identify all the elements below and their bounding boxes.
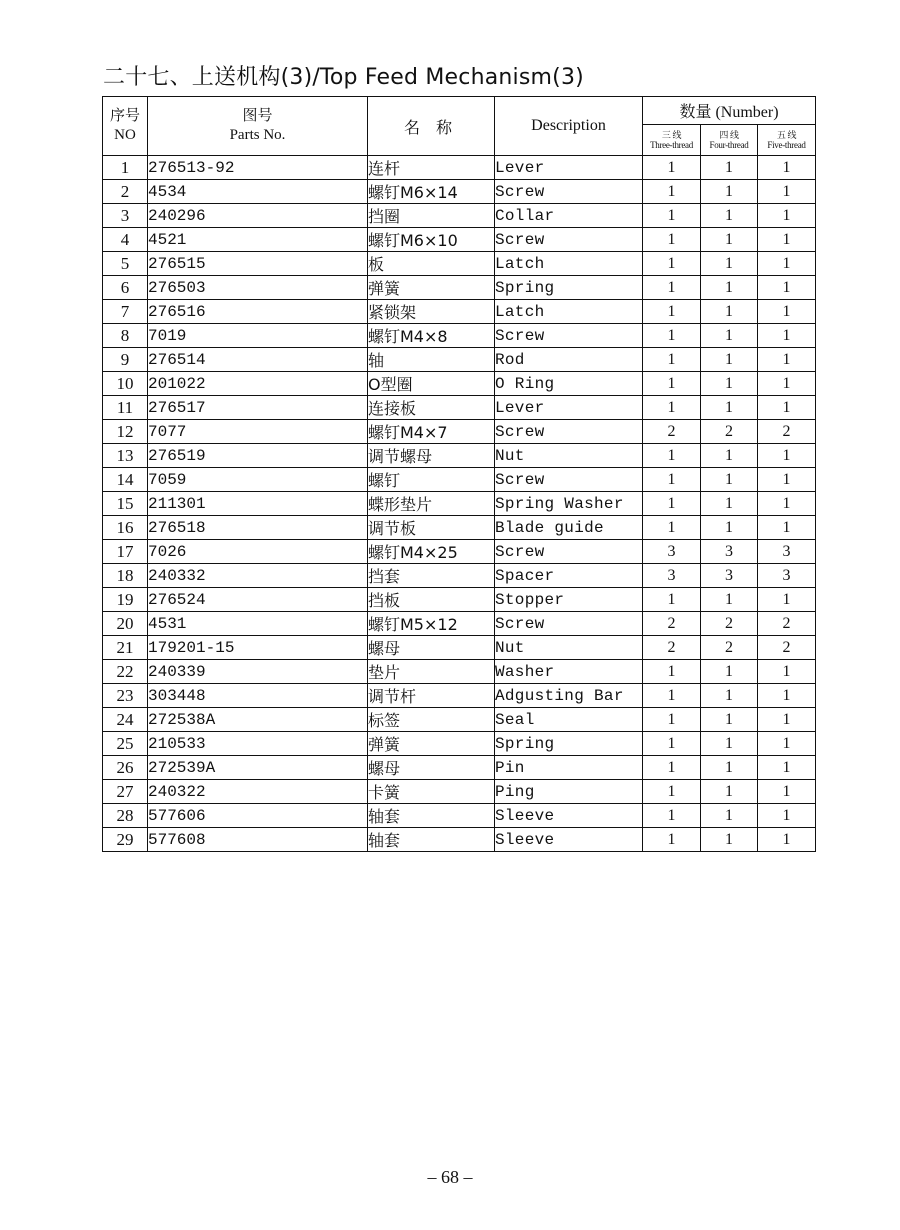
row-part-no: 201022 [148,372,368,396]
row-qty-four-thread: 1 [701,300,758,324]
row-qty-five-thread: 1 [758,684,816,708]
row-qty-three-thread: 1 [643,444,701,468]
row-qty-three-thread: 1 [643,732,701,756]
table-row [103,348,816,372]
row-qty-three-thread: 1 [643,516,701,540]
row-no: 3 [103,204,148,228]
three-thread-cn: 三 线 [661,130,682,140]
row-description: Blade guide [495,516,643,540]
row-qty-three-thread: 2 [643,420,701,444]
row-description: Spacer [495,564,643,588]
row-qty-four-thread: 1 [701,228,758,252]
row-name: 板 [368,252,495,276]
row-description: Sleeve [495,828,643,852]
table-row [103,396,816,420]
row-name: 垫片 [368,660,495,684]
row-qty-four-thread: 1 [701,468,758,492]
row-qty-five-thread: 3 [758,540,816,564]
row-no: 29 [103,828,148,852]
row-qty-four-thread: 2 [701,612,758,636]
row-part-no: 4521 [148,228,368,252]
row-qty-four-thread: 1 [701,324,758,348]
row-qty-four-thread: 1 [701,516,758,540]
row-description: Lever [495,396,643,420]
row-part-no: 276513-92 [148,156,368,180]
header-part-cn: 图号 [242,108,273,124]
row-description: Sleeve [495,804,643,828]
table-row [103,780,816,804]
row-no: 25 [103,732,148,756]
row-part-no: 276524 [148,588,368,612]
row-no: 17 [103,540,148,564]
row-qty-five-thread: 1 [758,444,816,468]
row-description: Screw [495,324,643,348]
row-part-no: 7077 [148,420,368,444]
table-row [103,300,816,324]
row-qty-five-thread: 2 [758,420,816,444]
row-qty-three-thread: 1 [643,348,701,372]
row-no: 13 [103,444,148,468]
row-qty-five-thread: 1 [758,588,816,612]
row-qty-five-thread: 1 [758,756,816,780]
row-no: 10 [103,372,148,396]
row-part-no: 276519 [148,444,368,468]
row-qty-four-thread: 1 [701,372,758,396]
row-qty-four-thread: 1 [701,756,758,780]
row-name: 螺钉M5×12 [368,612,495,636]
row-description: Screw [495,612,643,636]
row-name: 蝶形垫片 [368,492,495,516]
row-qty-three-thread: 1 [643,708,701,732]
row-qty-three-thread: 1 [643,780,701,804]
three-thread-en: Three-thread [650,140,693,150]
row-name: 调节螺母 [368,444,495,468]
row-name: 轴套 [368,804,495,828]
row-description: Lever [495,156,643,180]
row-part-no: 276516 [148,300,368,324]
table-row [103,444,816,468]
row-name: 挡板 [368,588,495,612]
row-part-no: 577606 [148,804,368,828]
table-row [103,516,816,540]
row-description: Latch [495,300,643,324]
five-thread-en: Five-thread [767,140,806,150]
row-name: O型圈 [368,372,495,396]
row-part-no: 276517 [148,396,368,420]
row-no: 9 [103,348,148,372]
row-qty-three-thread: 1 [643,276,701,300]
row-qty-four-thread: 1 [701,588,758,612]
page-title: 二十七、上送机构(3)/Top Feed Mechanism(3) [103,65,584,90]
row-qty-four-thread: 1 [701,156,758,180]
row-qty-three-thread: 1 [643,492,701,516]
table-row [103,684,816,708]
row-qty-three-thread: 1 [643,228,701,252]
row-no: 24 [103,708,148,732]
row-part-no: 577608 [148,828,368,852]
table-row [103,468,816,492]
row-qty-four-thread: 1 [701,204,758,228]
row-part-no: 7019 [148,324,368,348]
row-qty-four-thread: 1 [701,180,758,204]
header-name: 名 称 [368,97,495,156]
row-no: 12 [103,420,148,444]
four-thread-en: Four-thread [709,140,749,150]
row-part-no: 240322 [148,780,368,804]
row-description: Rod [495,348,643,372]
row-name: 螺钉M6×14 [368,180,495,204]
row-name: 螺母 [368,756,495,780]
row-description: Screw [495,468,643,492]
row-name: 标签 [368,708,495,732]
row-description: Spring [495,732,643,756]
row-name: 螺钉 [368,468,495,492]
row-no: 4 [103,228,148,252]
header-part-en: Parts No. [229,127,286,143]
row-description: O Ring [495,372,643,396]
row-qty-five-thread: 3 [758,564,816,588]
row-qty-four-thread: 2 [701,420,758,444]
row-no: 8 [103,324,148,348]
table-row [103,372,816,396]
row-part-no: 276518 [148,516,368,540]
row-qty-five-thread: 1 [758,180,816,204]
row-qty-three-thread: 3 [643,540,701,564]
row-part-no: 276515 [148,252,368,276]
row-name: 调节板 [368,516,495,540]
row-no: 1 [103,156,148,180]
row-qty-four-thread: 1 [701,396,758,420]
table-row [103,804,816,828]
table-row [103,324,816,348]
row-description: Collar [495,204,643,228]
table-row [103,732,816,756]
row-qty-four-thread: 1 [701,708,758,732]
row-qty-five-thread: 1 [758,828,816,852]
row-no: 7 [103,300,148,324]
row-name: 螺钉M4×25 [368,540,495,564]
row-qty-three-thread: 3 [643,564,701,588]
header-no-cn: 序号 [109,108,140,124]
row-part-no: 7026 [148,540,368,564]
row-qty-three-thread: 1 [643,156,701,180]
table-row [103,588,816,612]
row-name: 螺钉M4×7 [368,420,495,444]
row-name: 挡套 [368,564,495,588]
row-qty-four-thread: 1 [701,780,758,804]
row-part-no: 276503 [148,276,368,300]
row-no: 16 [103,516,148,540]
table-body [103,156,816,852]
row-description: Spring [495,276,643,300]
row-qty-five-thread: 2 [758,612,816,636]
table-row [103,276,816,300]
row-part-no: 4531 [148,612,368,636]
row-no: 2 [103,180,148,204]
row-no: 11 [103,396,148,420]
table-row [103,756,816,780]
header-no-en: NO [114,127,136,143]
row-qty-four-thread: 1 [701,252,758,276]
row-qty-three-thread: 1 [643,804,701,828]
row-no: 19 [103,588,148,612]
row-qty-four-thread: 1 [701,804,758,828]
row-name: 挡圈 [368,204,495,228]
row-qty-five-thread: 1 [758,708,816,732]
row-qty-three-thread: 1 [643,324,701,348]
row-part-no: 272539A [148,756,368,780]
row-qty-five-thread: 1 [758,324,816,348]
row-no: 26 [103,756,148,780]
row-description: Screw [495,228,643,252]
row-part-no: 7059 [148,468,368,492]
four-thread-cn: 四 线 [719,130,739,140]
row-qty-four-thread: 3 [701,540,758,564]
row-qty-three-thread: 1 [643,660,701,684]
row-no: 22 [103,660,148,684]
row-description: Spring Washer [495,492,643,516]
header-five-thread [758,125,816,156]
header-parts-no [148,97,368,156]
row-name: 轴套 [368,828,495,852]
row-qty-four-thread: 1 [701,732,758,756]
parts-table [102,96,816,852]
row-qty-five-thread: 1 [758,252,816,276]
row-qty-five-thread: 2 [758,636,816,660]
row-no: 21 [103,636,148,660]
row-qty-five-thread: 1 [758,276,816,300]
row-qty-four-thread: 1 [701,492,758,516]
row-name: 螺母 [368,636,495,660]
row-description: Screw [495,420,643,444]
row-qty-four-thread: 3 [701,564,758,588]
row-qty-five-thread: 1 [758,492,816,516]
row-qty-three-thread: 2 [643,636,701,660]
row-description: Ping [495,780,643,804]
table-row [103,828,816,852]
row-qty-five-thread: 1 [758,228,816,252]
row-description: Seal [495,708,643,732]
row-name: 弹簧 [368,732,495,756]
row-name: 调节杆 [368,684,495,708]
row-name: 轴 [368,348,495,372]
row-qty-five-thread: 1 [758,660,816,684]
table-row [103,252,816,276]
row-description: Nut [495,636,643,660]
row-qty-four-thread: 1 [701,660,758,684]
row-qty-four-thread: 1 [701,348,758,372]
row-no: 6 [103,276,148,300]
table-row [103,420,816,444]
table-row [103,492,816,516]
row-description: Stopper [495,588,643,612]
row-qty-four-thread: 1 [701,828,758,852]
table-header [103,97,816,156]
row-qty-three-thread: 1 [643,300,701,324]
row-qty-four-thread: 1 [701,444,758,468]
row-qty-three-thread: 1 [643,252,701,276]
row-qty-three-thread: 1 [643,828,701,852]
row-part-no: 303448 [148,684,368,708]
row-qty-five-thread: 1 [758,372,816,396]
row-qty-five-thread: 1 [758,468,816,492]
row-part-no: 211301 [148,492,368,516]
row-no: 18 [103,564,148,588]
row-qty-three-thread: 1 [643,372,701,396]
row-part-no: 240296 [148,204,368,228]
row-description: Adgusting Bar [495,684,643,708]
row-no: 20 [103,612,148,636]
row-qty-three-thread: 1 [643,204,701,228]
row-part-no: 240332 [148,564,368,588]
table-row [103,156,816,180]
row-qty-five-thread: 1 [758,156,816,180]
header-four-thread [701,125,758,156]
row-description: Screw [495,540,643,564]
row-qty-five-thread: 1 [758,516,816,540]
row-qty-four-thread: 1 [701,276,758,300]
page-number: – 68 – [427,1167,473,1187]
row-no: 15 [103,492,148,516]
row-name: 连杆 [368,156,495,180]
table-row [103,708,816,732]
row-name: 螺钉M4×8 [368,324,495,348]
row-no: 27 [103,780,148,804]
row-qty-five-thread: 1 [758,780,816,804]
header-number: 数量 (Number) [643,97,816,125]
row-qty-three-thread: 1 [643,684,701,708]
header-three-thread [643,125,701,156]
row-part-no: 179201-15 [148,636,368,660]
table-row [103,564,816,588]
row-qty-five-thread: 1 [758,348,816,372]
row-qty-three-thread: 2 [643,612,701,636]
row-qty-five-thread: 1 [758,300,816,324]
row-qty-five-thread: 1 [758,204,816,228]
row-qty-three-thread: 1 [643,468,701,492]
row-description: Nut [495,444,643,468]
table-row [103,180,816,204]
row-name: 卡簧 [368,780,495,804]
row-name: 连接板 [368,396,495,420]
row-name: 弹簧 [368,276,495,300]
row-qty-three-thread: 1 [643,396,701,420]
row-description: Pin [495,756,643,780]
row-no: 28 [103,804,148,828]
row-description: Washer [495,660,643,684]
row-qty-three-thread: 1 [643,756,701,780]
table-row [103,540,816,564]
row-part-no: 276514 [148,348,368,372]
row-name: 紧锁架 [368,300,495,324]
table-row [103,204,816,228]
five-thread-cn: 五 线 [776,130,797,140]
row-qty-four-thread: 2 [701,636,758,660]
row-part-no: 4534 [148,180,368,204]
header-description: Description [495,97,643,156]
row-no: 14 [103,468,148,492]
row-qty-three-thread: 1 [643,180,701,204]
table-row [103,228,816,252]
row-no: 23 [103,684,148,708]
row-description: Latch [495,252,643,276]
table-row [103,612,816,636]
table-row [103,636,816,660]
table-row [103,660,816,684]
row-qty-four-thread: 1 [701,684,758,708]
row-no: 5 [103,252,148,276]
row-part-no: 272538A [148,708,368,732]
row-qty-five-thread: 1 [758,804,816,828]
header-no [103,97,148,156]
row-description: Screw [495,180,643,204]
row-name: 螺钉M6×10 [368,228,495,252]
row-qty-five-thread: 1 [758,732,816,756]
row-qty-three-thread: 1 [643,588,701,612]
row-part-no: 240339 [148,660,368,684]
row-qty-five-thread: 1 [758,396,816,420]
row-part-no: 210533 [148,732,368,756]
